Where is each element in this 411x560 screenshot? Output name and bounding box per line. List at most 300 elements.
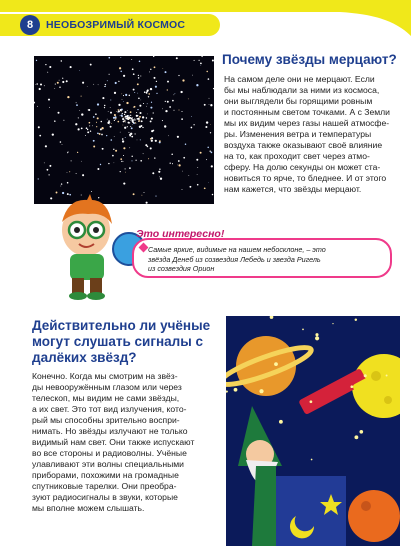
star-dot xyxy=(139,61,141,63)
star-dot xyxy=(178,75,179,76)
star-dot xyxy=(147,89,149,91)
star-dot xyxy=(38,178,39,179)
star-dot xyxy=(93,116,95,118)
star-dot xyxy=(154,66,156,68)
star-dot xyxy=(206,71,207,72)
star-dot xyxy=(128,119,129,120)
star-dot xyxy=(140,100,141,101)
star-dot xyxy=(145,144,147,146)
star-dot xyxy=(118,81,119,82)
star-dot xyxy=(139,105,141,107)
star-dot xyxy=(87,131,89,133)
star-dot xyxy=(156,81,157,82)
star-dot xyxy=(45,145,47,147)
star-dot xyxy=(54,88,55,89)
star-dot xyxy=(138,118,140,120)
star-dot xyxy=(138,77,140,79)
star-dot xyxy=(82,82,84,84)
star-dot xyxy=(116,111,117,112)
star-dot xyxy=(121,114,123,116)
star-dot xyxy=(179,110,180,111)
star-dot xyxy=(132,68,134,70)
star-dot xyxy=(138,75,139,76)
star-dot xyxy=(154,77,156,79)
star-dot xyxy=(120,115,121,116)
star-dot xyxy=(112,155,114,157)
star-dot xyxy=(97,133,99,135)
star-dot xyxy=(120,57,121,58)
star-dot xyxy=(93,140,95,142)
star-dot xyxy=(96,122,97,123)
star-dot xyxy=(123,125,124,126)
star-dot xyxy=(44,85,45,86)
star-dot xyxy=(126,102,128,104)
star-dot xyxy=(123,183,125,185)
sky-star xyxy=(274,362,278,366)
star-dot xyxy=(188,99,189,100)
star-dot xyxy=(121,94,122,95)
star-dot xyxy=(125,172,126,173)
star-dot xyxy=(102,148,104,150)
heading-why-stars-twinkle: Почему звёзды мерцают? xyxy=(222,52,397,67)
star-dot xyxy=(120,132,121,133)
star-dot xyxy=(75,123,77,125)
star-dot xyxy=(101,121,103,123)
star-dot xyxy=(108,120,110,122)
star-dot xyxy=(177,165,178,166)
star-dot xyxy=(151,140,153,142)
star-dot xyxy=(120,171,121,172)
star-dot xyxy=(131,119,132,120)
star-dot xyxy=(85,135,86,136)
sky-star xyxy=(311,459,313,461)
star-dot xyxy=(129,118,130,119)
star-dot xyxy=(100,128,102,130)
star-dot xyxy=(128,115,129,116)
star-dot xyxy=(154,157,155,158)
star-dot xyxy=(150,138,152,140)
heading-signals-from-stars: Действительно ли учёные могут слушать сигналы с далёких звёзд? xyxy=(32,318,211,365)
star-dot xyxy=(102,97,104,99)
star-dot xyxy=(92,125,93,126)
star-dot xyxy=(118,109,119,110)
star-dot xyxy=(109,74,110,75)
star-dot xyxy=(135,160,136,161)
star-dot xyxy=(62,144,63,145)
star-dot xyxy=(49,66,51,68)
sky-star xyxy=(310,400,313,403)
star-dot xyxy=(99,133,101,135)
star-dot xyxy=(197,184,199,186)
star-dot xyxy=(81,96,82,97)
star-dot xyxy=(182,171,183,172)
star-dot xyxy=(170,163,171,164)
star-dot xyxy=(34,102,35,104)
sky-star xyxy=(350,385,353,388)
star-dot xyxy=(97,168,99,170)
star-dot xyxy=(160,178,162,180)
star-dot xyxy=(136,115,138,117)
star-dot xyxy=(130,126,131,127)
star-dot xyxy=(67,96,69,98)
star-dot xyxy=(142,127,143,128)
star-dot xyxy=(62,78,63,79)
star-dot xyxy=(104,86,105,87)
star-dot xyxy=(129,147,130,148)
star-dot xyxy=(206,121,208,123)
star-dot xyxy=(162,108,163,109)
star-dot xyxy=(115,150,117,152)
star-dot xyxy=(76,104,78,106)
star-dot xyxy=(122,138,124,140)
star-dot xyxy=(143,153,144,154)
star-dot xyxy=(59,80,60,81)
star-dot xyxy=(110,107,111,108)
star-dot xyxy=(133,89,135,91)
star-dot xyxy=(114,136,115,137)
star-dot xyxy=(49,107,50,108)
star-dot xyxy=(209,104,210,105)
star-dot xyxy=(141,120,143,122)
star-dot xyxy=(165,71,167,73)
star-dot xyxy=(122,140,124,142)
star-dot xyxy=(52,133,54,135)
star-dot xyxy=(123,147,125,149)
star-dot xyxy=(108,57,110,59)
star-dot xyxy=(78,128,80,130)
star-dot xyxy=(61,60,62,61)
star-dot xyxy=(131,59,132,60)
star-dot xyxy=(123,155,124,156)
star-dot xyxy=(147,114,148,115)
sky-star xyxy=(315,336,319,340)
star-dot xyxy=(198,60,199,61)
star-dot xyxy=(131,160,132,161)
star-dot xyxy=(36,60,37,61)
star-dot xyxy=(110,112,112,114)
star-dot xyxy=(200,63,202,65)
star-dot xyxy=(77,152,78,153)
star-dot xyxy=(182,189,183,190)
star-dot xyxy=(96,126,97,127)
star-dot xyxy=(62,81,64,83)
sky-star xyxy=(355,319,357,321)
sky-star xyxy=(279,420,283,424)
star-dot xyxy=(150,88,152,90)
star-dot xyxy=(180,91,182,93)
star-dot xyxy=(81,128,83,130)
star-dot xyxy=(212,59,214,61)
star-dot xyxy=(60,141,62,143)
star-dot xyxy=(140,75,141,76)
star-dot xyxy=(140,160,142,162)
section-title: НЕОБОЗРИМЫЙ КОСМОС xyxy=(46,19,186,31)
fact-title: Это интересно! xyxy=(136,228,225,240)
star-dot xyxy=(162,68,163,69)
wizard-telescope-illustration xyxy=(226,316,400,546)
star-dot xyxy=(129,167,131,169)
star-dot xyxy=(211,165,213,167)
star-dot xyxy=(129,122,130,123)
star-dot xyxy=(205,126,207,128)
star-dot xyxy=(88,109,89,110)
star-dot xyxy=(130,120,131,121)
star-dot xyxy=(150,120,152,122)
star-dot xyxy=(165,101,166,102)
star-dot xyxy=(95,113,97,115)
star-dot xyxy=(109,122,110,123)
star-dot xyxy=(212,194,214,196)
sky-star xyxy=(359,430,363,434)
star-dot xyxy=(132,117,133,118)
star-dot xyxy=(79,110,80,111)
star-dot xyxy=(204,104,206,106)
star-dot xyxy=(118,121,120,123)
star-dot xyxy=(197,174,198,175)
star-dot xyxy=(87,129,88,130)
star-dot xyxy=(130,133,132,135)
star-dot xyxy=(54,120,56,122)
star-dot xyxy=(142,116,144,118)
star-dot xyxy=(133,73,135,75)
star-dot xyxy=(134,92,135,93)
star-dot xyxy=(97,117,99,119)
star-dot xyxy=(123,75,125,77)
star-dot xyxy=(36,83,38,85)
star-dot xyxy=(168,135,169,136)
star-dot xyxy=(35,84,36,85)
star-dot xyxy=(55,84,56,85)
star-dot xyxy=(71,160,72,161)
star-dot xyxy=(93,146,95,148)
star-dot xyxy=(120,109,122,111)
star-dot xyxy=(60,186,61,187)
star-dot xyxy=(48,99,50,101)
star-dot xyxy=(162,120,163,121)
star-dot xyxy=(153,130,155,132)
star-dot xyxy=(109,124,110,125)
star-dot xyxy=(206,159,207,160)
star-dot xyxy=(148,93,150,95)
star-dot xyxy=(123,95,124,96)
star-dot xyxy=(114,92,116,94)
star-dot xyxy=(146,202,148,204)
sky-star xyxy=(332,323,333,324)
star-dot xyxy=(182,79,184,81)
star-dot xyxy=(113,149,114,150)
star-dot xyxy=(131,156,132,157)
star-dot xyxy=(125,168,126,169)
star-dot xyxy=(67,152,68,153)
star-dot xyxy=(150,147,152,149)
star-dot xyxy=(110,100,111,101)
star-dot xyxy=(209,150,210,151)
star-dot xyxy=(69,171,70,172)
star-dot xyxy=(104,105,105,106)
star-dot xyxy=(89,125,90,126)
star-dot xyxy=(93,84,94,85)
star-dot xyxy=(176,57,178,59)
star-dot xyxy=(100,164,101,165)
star-dot xyxy=(193,124,194,125)
sky-star xyxy=(364,374,367,377)
star-dot xyxy=(124,111,126,113)
star-dot xyxy=(148,158,149,159)
star-dot xyxy=(114,162,115,163)
page-number: 8 xyxy=(20,15,40,35)
star-dot xyxy=(107,119,108,120)
star-dot xyxy=(192,75,193,76)
star-dot xyxy=(67,172,68,173)
star-dot xyxy=(133,107,134,108)
star-dot xyxy=(132,121,134,123)
star-dot xyxy=(63,120,64,121)
star-dot xyxy=(178,160,180,162)
star-dot xyxy=(123,161,124,162)
star-dot xyxy=(149,71,150,72)
star-dot xyxy=(167,101,169,103)
star-dot xyxy=(191,127,193,129)
star-dot xyxy=(59,86,60,87)
star-dot xyxy=(172,100,174,102)
star-dot xyxy=(125,94,127,96)
star-dot xyxy=(209,98,210,99)
star-dot xyxy=(137,93,138,94)
star-dot xyxy=(87,86,88,87)
star-dot xyxy=(188,175,189,176)
star-dot xyxy=(118,104,120,106)
star-dot xyxy=(97,103,99,105)
star-dot xyxy=(153,56,154,57)
star-dot xyxy=(61,183,62,184)
star-dot xyxy=(125,137,126,138)
star-dot xyxy=(67,182,69,184)
star-dot xyxy=(130,111,132,113)
star-dot xyxy=(191,116,192,117)
star-dot xyxy=(37,106,38,107)
star-dot xyxy=(172,163,173,164)
star-dot xyxy=(134,106,136,108)
paragraph-radio-signals: Конечно. Когда мы смотрим на звёз- ды невооружённым глазом или через телескоп, мы видим не сами звёзды, а их свет. Это тот вид излучения, кото- рый мы способны зрительно воспри- нимать. Но звёзды излучают не только видимый нам свет. Они также испускают во все стороны и радиоволны. Учёные улавливают эти волны специальными приборами, похожими на громадные спутниковые тарелки. Они преобра- зуют радиосигналы в звуки, которые мы вполне можем слышать. xyxy=(32,371,195,513)
star-dot xyxy=(125,121,126,122)
star-dot xyxy=(146,106,147,107)
star-dot xyxy=(78,117,79,118)
star-dot xyxy=(200,152,202,154)
star-dot xyxy=(201,56,202,57)
star-dot xyxy=(108,111,109,112)
star-dot xyxy=(123,101,124,102)
star-dot xyxy=(49,165,51,167)
star-dot xyxy=(81,113,83,115)
star-dot xyxy=(146,92,148,94)
star-dot xyxy=(111,123,112,124)
star-dot xyxy=(104,107,105,108)
star-dot xyxy=(121,161,122,162)
star-dot xyxy=(137,83,139,85)
star-dot xyxy=(48,174,49,175)
star-dot xyxy=(81,161,82,162)
star-dot xyxy=(86,127,88,129)
star-dot xyxy=(150,69,151,70)
star-dot xyxy=(135,133,136,134)
star-dot xyxy=(119,111,120,112)
star-dot xyxy=(123,119,124,120)
star-dot xyxy=(82,174,84,176)
star-dot xyxy=(70,66,72,68)
star-dot xyxy=(147,103,148,104)
star-dot xyxy=(79,70,80,71)
star-dot xyxy=(127,126,128,127)
star-dot xyxy=(158,171,160,173)
sky-star xyxy=(302,329,304,331)
star-dot xyxy=(207,147,208,148)
star-dot xyxy=(150,107,152,109)
sky-star xyxy=(354,435,358,439)
star-dot xyxy=(165,110,167,112)
star-dot xyxy=(124,117,125,118)
star-dot xyxy=(140,139,141,140)
star-dot xyxy=(153,112,154,113)
star-dot xyxy=(139,116,141,118)
star-dot xyxy=(137,140,138,141)
star-dot xyxy=(210,124,211,125)
star-dot xyxy=(210,132,211,133)
star-dot xyxy=(125,116,127,118)
star-dot xyxy=(111,139,113,141)
star-dot xyxy=(40,83,42,85)
star-dot xyxy=(120,71,121,72)
star-dot xyxy=(144,91,146,93)
star-dot xyxy=(208,78,210,80)
star-dot xyxy=(124,114,125,115)
star-dot xyxy=(131,136,133,138)
sky-star xyxy=(386,375,388,377)
star-dot xyxy=(174,94,175,95)
star-dot xyxy=(174,93,175,94)
star-dot xyxy=(211,152,213,154)
star-dot xyxy=(169,106,171,108)
star-dot xyxy=(213,88,214,89)
star-dot xyxy=(167,81,169,83)
star-dot xyxy=(123,121,125,123)
star-dot xyxy=(210,104,212,106)
star-dot xyxy=(39,135,41,137)
star-dot xyxy=(90,64,92,66)
star-dot xyxy=(167,89,168,90)
star-dot xyxy=(155,140,157,142)
sky-star xyxy=(234,388,238,392)
star-dot xyxy=(57,112,59,114)
star-dot xyxy=(139,112,141,114)
star-dot xyxy=(164,125,166,127)
star-dot xyxy=(146,117,147,118)
star-dot xyxy=(151,102,152,103)
star-dot xyxy=(66,80,68,82)
star-dot xyxy=(134,118,135,119)
star-dot xyxy=(114,120,115,121)
star-dot xyxy=(177,136,179,138)
star-dot xyxy=(156,93,157,94)
star-dot xyxy=(197,167,198,168)
star-dot xyxy=(39,88,41,90)
star-dot xyxy=(171,153,173,155)
star-dot xyxy=(152,172,154,174)
star-dot xyxy=(124,127,126,129)
star-dot xyxy=(196,84,198,86)
star-dot xyxy=(155,86,157,88)
star-dot xyxy=(47,169,49,171)
star-dot xyxy=(208,182,209,183)
